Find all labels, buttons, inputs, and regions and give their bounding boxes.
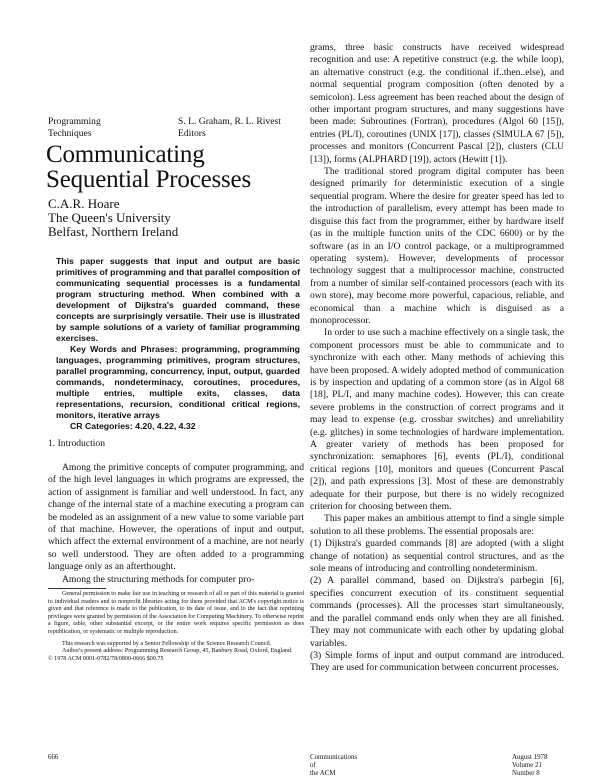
- right-paragraph-3: In order to use such a machine effectively on a single task, the component processors must be able to communicate and to synchronize with each other. Many methods of achieving this have been proposed. A widely adopted method of communication is by inspection and updating of a common store (as in Algol 68 [18], PL/I, and many machine codes). However, this can create severe problems in the construction of correct programs and it may lead to expense (e.g. crossbar switches) and unreliability (e.g. glitches) in some technologies of hardware implementation. A greater variety of methods has been proposed for synchronization: semaphores [6], events (PL/I), conditional critical regions [10], monitors and queues (Concurrent Pascal [2]), and path expressions [3]. Most of these are demonstrably adequate for their purpose, but there is no widely recognized criterion for choosing between them.: [310, 327, 564, 513]
- issue-date: August 1978: [512, 754, 548, 761]
- editors-names: S. L. Graham, R. L. Rivest: [178, 116, 281, 127]
- section-label: Programming Techniques: [48, 116, 101, 140]
- abstract-body: This paper suggests that input and output are basic primitives of programming and that parallel composition of communicating sequential processes is a fundamental program structuring method. When combined with a development of Dijkstra's guarded command, these concepts are surprisingly versatile. Their use is illustrated by sample solutions of a variety of familiar programming exercises.: [56, 256, 300, 343]
- issue-volume: Volume 21: [512, 762, 542, 769]
- author-block: [48, 197, 308, 240]
- keywords: Key Words and Phrases: programming, programming languages, programming primitives, program structures, parallel programming, concurrency, input, output, guarded commands, nondeterminacy, coroutines, procedures, multiple entries, multiple exits, classes, data representations, recursion, conditional critical regions, monitors, iterative arrays: [56, 344, 300, 420]
- footnote-rule: [48, 588, 106, 589]
- title-line-1: Communicating: [46, 141, 205, 168]
- journal-line-2: of: [310, 762, 316, 769]
- editors: [178, 116, 298, 141]
- intro-paragraph-1: Among the primitive concepts of computer programming, and of the high level languages in which programs are expressed, the action of assignment is familiar and well understood. In fact, any change of the internal state of a machine executing a program can be modeled as an assignment of a new value to some variable part of that machine. However, the operations of input and output, which affect the external environment of a machine, are not nearly so well understood. They are often added to a programming language only as an afterthought.: [48, 462, 304, 573]
- paper-title: [46, 142, 306, 192]
- address-note: Author's present address: Programming Research Group, 45, Banbury Road, Oxford, England.: [62, 648, 293, 655]
- editors-label: Editors: [178, 128, 206, 140]
- issue-info: [512, 754, 572, 778]
- issue-number: Number 8: [512, 770, 540, 777]
- proposal-item-3: (3) Simple forms of input and output command are introduced. They are used for communication between concurrent processes.: [310, 649, 564, 674]
- right-paragraph-2: The traditional stored program digital computer has been designed primarily for deterministic execution of a single sequential program. Where the desire for greater speed has led to the introduction of parallelism, every attempt has been made to disguise this fact from the programmer, either by hardware itself (as in the multiple function units of the CDC 6600) or by the software (as in an I/O control package, or a multiprogrammed operating system). However, developments of processor technology suggest that a multiprocessor machine, constructed from a number of similar self-contained processors (each with its own store), may become more powerful, capacious, reliable, and economical than a machine which is disguised as a monoprocessor.: [310, 166, 564, 326]
- journal-line-1: Communications: [310, 754, 358, 761]
- right-paragraph-4: This paper makes an ambitious attempt to find a single simple solution to all these problems. The essential proposals are:: [310, 513, 564, 537]
- journal-line-3: the ACM: [310, 770, 336, 777]
- author-affiliation: The Queen's University: [48, 210, 171, 226]
- proposal-item-2: (2) A parallel command, based on Dijkstra's parbegin [6], specifies concurrent execution of its constituent sequential commands (processes). All the processes start simultaneously, and the parallel command ends only when they are all finished. They may not communicate with each other by updating global variables.: [310, 575, 564, 649]
- left-body: [48, 462, 304, 586]
- abstract: [56, 256, 300, 432]
- author-location: Belfast, Northern Ireland: [48, 224, 179, 240]
- author-name: C.A.R. Hoare: [48, 196, 120, 211]
- right-paragraph-1: grams, three basic constructs have received widespread recognition and use: A repetitive construct (e.g. the while loop), an alternative construct (e.g. the conditional if..then..else), and normal sequential program composition (often denoted by a semicolon). Less agreement has been reached about the design of other important program structures, and many suggestions have been made: Subroutines (Fortran), procedures (Algol 60 [15]), entries (PL/I), coroutines (UNIX [17]), classes (SIMULA 67 [5]), processes and monitors (Concurrent Pascal [2]), clusters (CLU [13]), forms (ALPHARD [19]), actors (Hewitt [1]).: [310, 42, 564, 165]
- support-note: This research was supported by a Senior Fellowship of the Science Research Council.: [62, 640, 272, 647]
- permission-note: General permission to make fair use in teaching or research of all or part of this material is granted to individual readers and to nonprofit libraries acting for them provided that ACM's copyright notice is given and that reference is made to the publication, to its date of issue, and to the fact that reprinting privileges were granted by permission of the Association for Computing Machinery. To otherwise reprint a figure, table, other substantial excerpt, or the entire work requires specific permission as does republication, or systematic or multiple reproduction.: [48, 591, 304, 635]
- cr-categories: CR Categories: 4.20, 4.22, 4.32: [70, 421, 196, 431]
- proposal-item-1: (1) Dijkstra's guarded commands [8] are adopted (with a slight change of notation) as sequential control structures, and as the sole means of introducing and controlling nondeterminism.: [310, 538, 564, 575]
- page-number: 666: [48, 754, 59, 761]
- title-line-2: Sequential Processes: [46, 166, 251, 193]
- right-column: [310, 42, 564, 675]
- intro-paragraph-2: Among the structuring methods for computer pro-: [62, 573, 255, 585]
- copyright-notes: [48, 591, 304, 663]
- section-heading: 1. Introduction: [48, 438, 106, 449]
- copyright-code: © 1978 ACM 0001-0782/78/0800-0666 $00.75: [48, 655, 164, 662]
- journal-name: [310, 754, 390, 778]
